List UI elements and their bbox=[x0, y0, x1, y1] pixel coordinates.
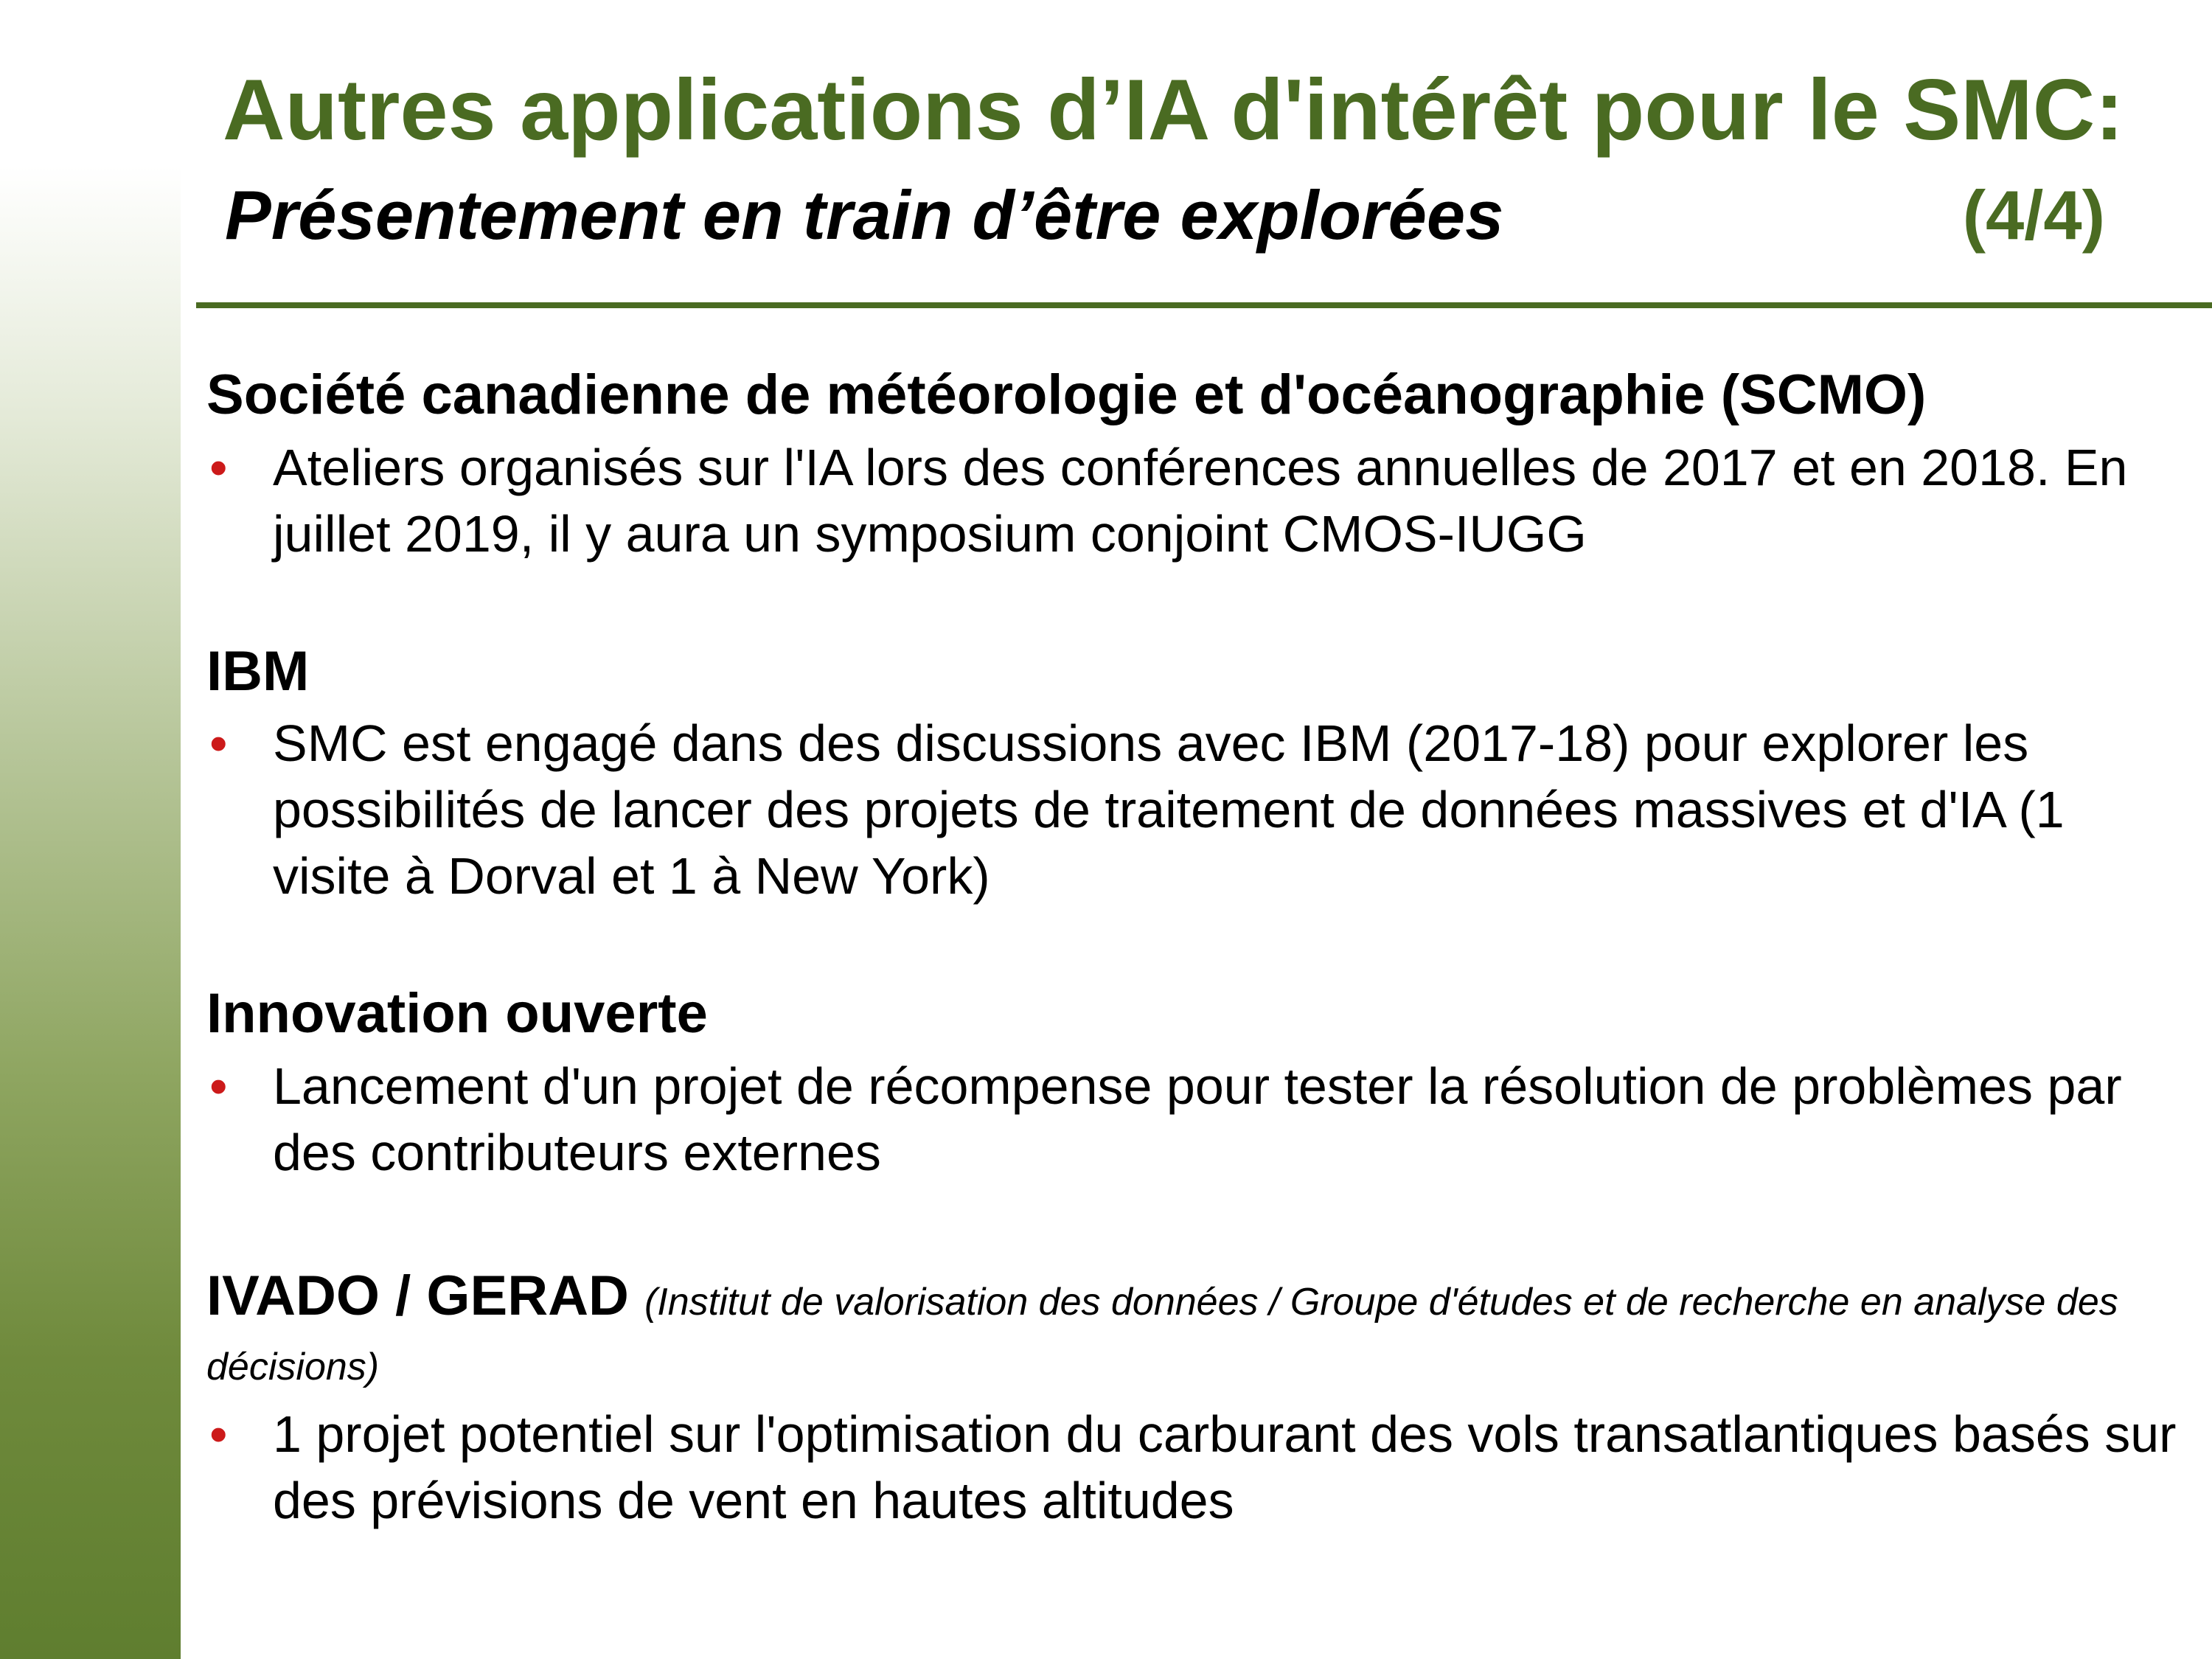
subtitle-row bbox=[225, 174, 2105, 262]
bullet-item bbox=[206, 434, 2183, 567]
bullet-text: Lancement d'un projet de récompense pour tester la résolution de problèmes par des contributeurs externes bbox=[273, 1057, 2122, 1182]
section-heading-ibm: IBM bbox=[206, 639, 310, 703]
slide-content bbox=[206, 361, 2183, 1534]
bullet-text: SMC est engagé dans des discussions avec IBM (2017-18) pour explorer les possibilités de lancer des projets de traitement de données massives et d'IA (1 visite à Dorval et 1 à New York) bbox=[273, 714, 2065, 905]
section-heading-innovation: Innovation ouverte bbox=[206, 982, 708, 1046]
slide-subtitle: Présentement en train d’être explorées bbox=[225, 176, 1504, 254]
section-heading-scmo: Société canadienne de météorologie et d'océanographie (SCMO) bbox=[206, 364, 1927, 426]
decorative-side-band bbox=[0, 0, 181, 1659]
section-heading-ivado-line bbox=[206, 1267, 2183, 1397]
bullet-icon: • bbox=[209, 714, 228, 773]
page-indicator: (4/4) bbox=[1962, 176, 2105, 254]
bullet-item bbox=[206, 1053, 2183, 1186]
section-innovation-ouverte bbox=[206, 980, 2183, 1186]
bullet-icon: • bbox=[209, 1405, 228, 1464]
bullet-text: 1 projet potentiel sur l'optimisation du carburant des vols transatlantiques basés sur des prévisions de vent en hautes altitudes bbox=[273, 1405, 2177, 1530]
section-heading-note: (Institut de valorisation des données / Groupe d'études et de recherche en analyse des décisions) bbox=[206, 1281, 2118, 1389]
title-divider bbox=[196, 302, 2212, 308]
slide-title: Autres applications d’IA d'intérêt pour le SMC: bbox=[223, 61, 2124, 158]
bullet-icon: • bbox=[209, 1057, 228, 1116]
section-heading-ivado: IVADO / GERAD bbox=[206, 1265, 629, 1328]
bullet-item bbox=[206, 710, 2183, 909]
bullet-item bbox=[206, 1401, 2183, 1534]
section-ivado-gerad bbox=[206, 1267, 2183, 1534]
bullet-text: Ateliers organisés sur l'IA lors des conférences annuelles de 2017 et en 2018. En juillet 2019, il y aura un symposium conjoint CMOS-IUGG bbox=[273, 438, 2128, 563]
section-scmo bbox=[206, 361, 2183, 567]
bullet-icon: • bbox=[209, 438, 228, 496]
section-ibm bbox=[206, 638, 2183, 910]
